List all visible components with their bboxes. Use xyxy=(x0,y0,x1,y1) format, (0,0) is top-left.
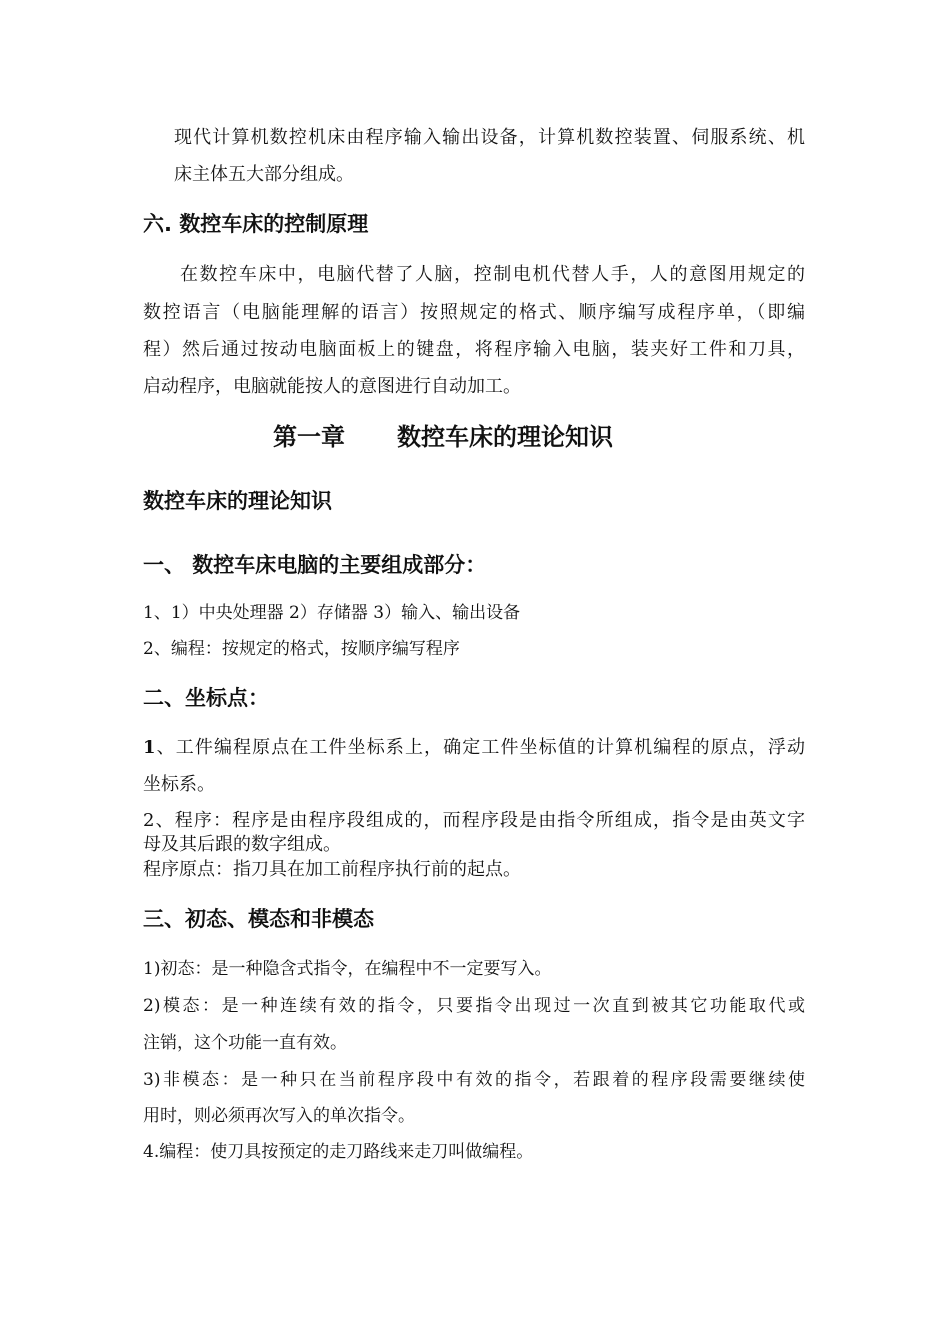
chapter-name: 数控车床的理论知识 xyxy=(397,423,613,451)
part-2-item-1-line-1 xyxy=(143,736,805,760)
section-6-heading: 六. 数控车床的控制原理 xyxy=(143,212,369,236)
chapter-number: 第一章 xyxy=(273,423,345,451)
part-3-item-3-line-2: 用时，则必须再次写入的单次指令。 xyxy=(143,1106,415,1126)
part-2-item-2-line-1: 2、程序：程序是由程序段组成的，而程序段是由指令所组成，指令是由英文字 xyxy=(143,810,805,831)
chapter-title xyxy=(273,421,613,453)
part-3-item-4: 4.编程：使刀具按预定的走刀路线来走刀叫做编程。 xyxy=(143,1142,534,1162)
part-2-item-1-number: 1 xyxy=(143,737,156,758)
part-3-item-2-line-2: 注销，这个功能一直有效。 xyxy=(143,1033,347,1053)
section-6-line-3: 程）然后通过按动电脑面板上的键盘，将程序输入电脑，装夹好工件和刀具， xyxy=(143,339,805,360)
subtitle: 数控车床的理论知识 xyxy=(143,489,332,513)
part-2-item-3: 程序原点：指刀具在加工前程序执行前的起点。 xyxy=(143,859,521,880)
section-6-line-1: 在数控车床中，电脑代替了人脑，控制电机代替人手，人的意图用规定的 xyxy=(180,264,805,285)
part-2-item-1-text: 、工件编程原点在工件坐标系上，确定工件坐标值的计算机编程的原点，浮动 xyxy=(155,737,805,758)
part-3-item-1: 1)初态：是一种隐含式指令，在编程中不一定要写入。 xyxy=(143,959,552,979)
intro-line-2: 床主体五大部分组成。 xyxy=(174,164,354,185)
part-1-item-1: 1、1）中央处理器 2）存储器 3）输入、输出设备 xyxy=(143,603,521,623)
part-2-item-1-line-2: 坐标系。 xyxy=(143,774,215,795)
part-1-item-2: 2、编程：按规定的格式，按顺序编写程序 xyxy=(143,639,460,659)
part-2-item-2-line-2: 母及其后跟的数字组成。 xyxy=(143,834,341,855)
part-2-heading: 二、坐标点： xyxy=(143,686,269,710)
section-6-line-2: 数控语言（电脑能理解的语言）按照规定的格式、顺序编写成程序单，（即编 xyxy=(143,302,805,323)
part-3-item-3-line-1: 3)非模态：是一种只在当前程序段中有效的指令，若跟着的程序段需要继续使 xyxy=(143,1070,805,1090)
part-1-heading: 一、 数控车床电脑的主要组成部分： xyxy=(143,553,487,577)
intro-line-1: 现代计算机数控机床由程序输入输出设备，计算机数控装置、伺服系统、机 xyxy=(174,127,805,148)
section-6-line-4: 启动程序，电脑就能按人的意图进行自动加工。 xyxy=(143,376,521,397)
part-3-heading: 三、初态、模态和非模态 xyxy=(143,907,374,931)
part-3-item-2-line-1: 2)模态：是一种连续有效的指令，只要指令出现过一次直到被其它功能取代或 xyxy=(143,996,805,1016)
